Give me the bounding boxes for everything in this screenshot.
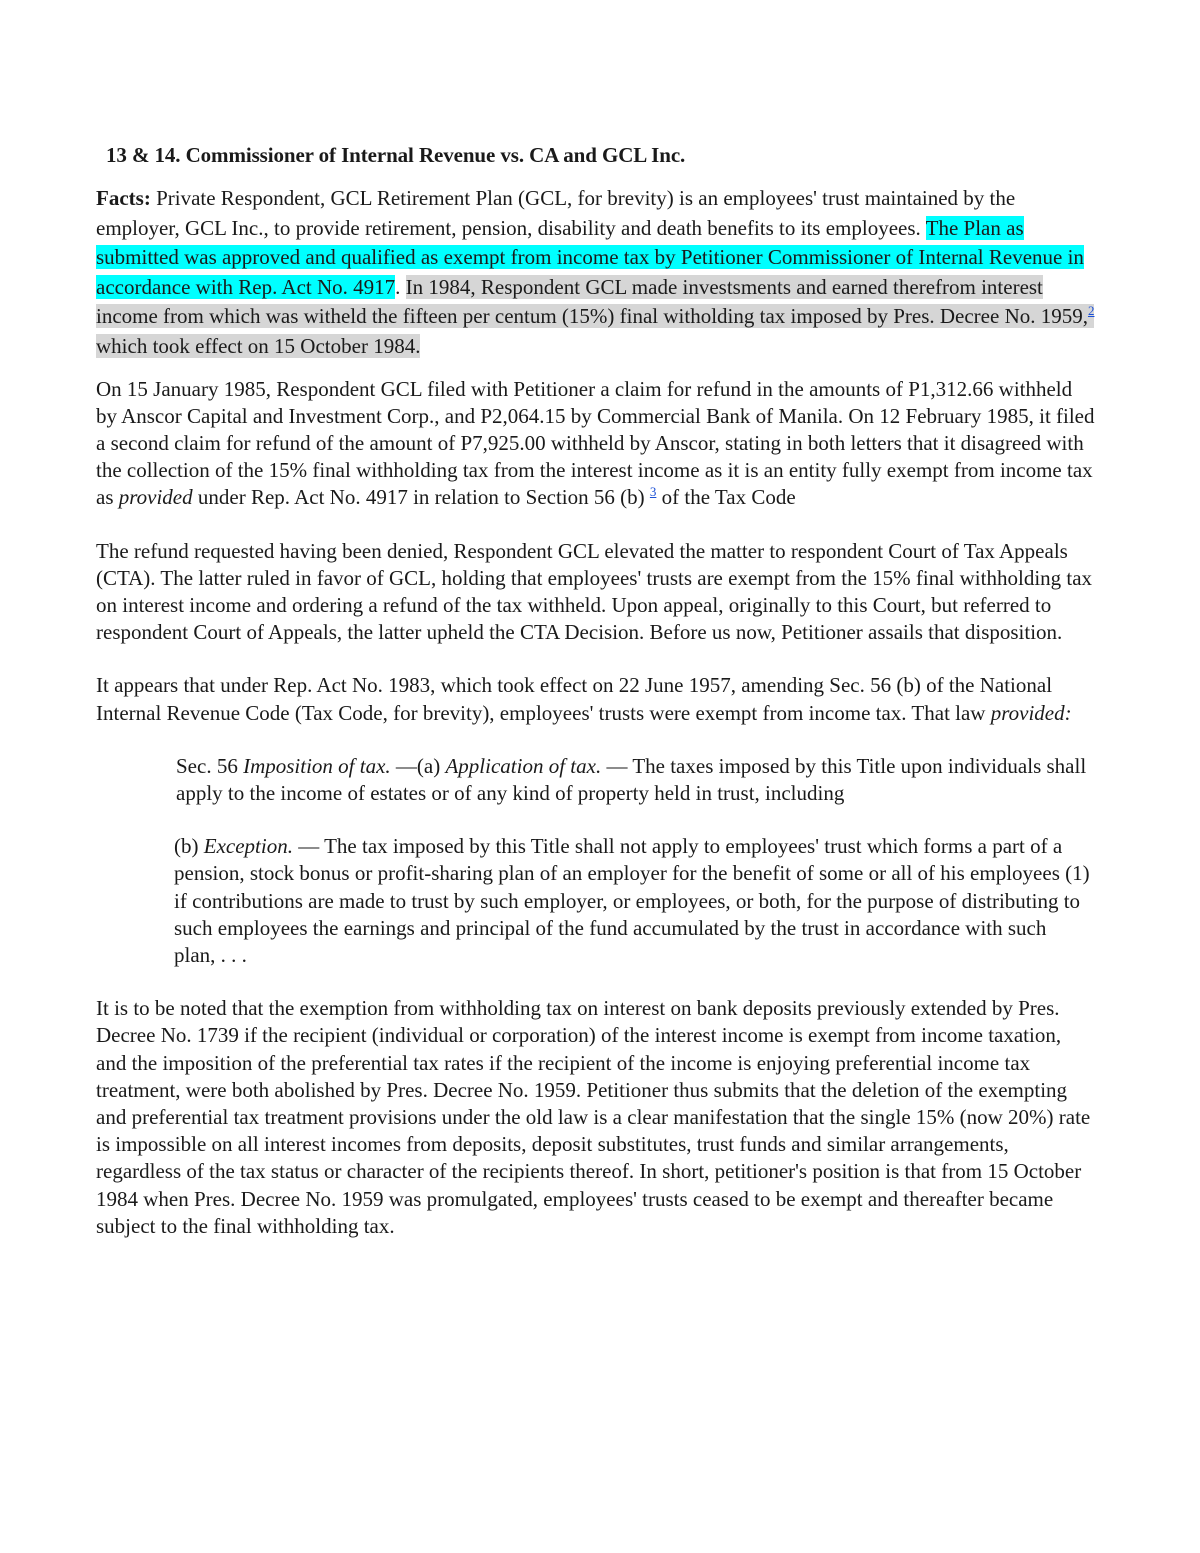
quoted-section-56 bbox=[176, 753, 1096, 807]
claim-paragraph bbox=[96, 376, 1096, 512]
highlighted-text-cyan: The Plan as submitted was approved and qualified as exempt from income tax by Petitioner Commissioner of Internal Revenue in accordance with Rep. Act No. 4917 bbox=[96, 215, 1084, 299]
quote2-c: plan, . . . bbox=[174, 943, 247, 968]
quote2-a: (b) bbox=[174, 834, 204, 859]
law-text: It appears that under Rep. Act No. 1983, which took effect on 22 June 1957, amending Sec. 56 (b) of the National Internal Revenue Code (Tax Code, for brevity), employees' trusts were exempt from income tax. That law bbox=[96, 673, 1053, 725]
claim-text-c: of the Tax Code bbox=[656, 485, 796, 510]
footnote-link-2[interactable]: 2 bbox=[1087, 303, 1095, 319]
quote2-italic: Exception. bbox=[203, 834, 293, 859]
quoted-exception bbox=[174, 833, 1094, 969]
quote1-italic-1: Imposition of tax. bbox=[243, 753, 391, 778]
footnote-link-3[interactable]: 3 bbox=[649, 484, 657, 500]
facts-separator: . bbox=[395, 274, 406, 299]
facts-paragraph bbox=[96, 184, 1096, 362]
quote1-c: — The taxes imposed by this Title upon individuals shall apply to the income of estates or of any kind of property held in trust, including bbox=[176, 753, 1087, 805]
analysis-paragraph: It is to be noted that the exemption from withholding tax on interest on bank deposits previously extended by Pres. Decree No. 1739 if the recipient (individual or corporation) of the interest income is exempt from income taxation, and the imposition of the preferential tax rates if the recipient of the income is enjoying preferential income tax treatment, were both abolished by Pres. Decree No. 1959. Petitioner thus submits that the deletion of the exempting and preferential tax treatment provisions under the old law is a clear manifestation that the single 15% (now 20%) rate is impossible on all interest incomes from deposits, deposit substitutes, trust funds and similar arrangements, regardless of the tax status or character of the recipients thereof. In short, petitioner's position is that from 15 October 1984 when Pres. Decree No. 1959 was promulgated, employees' trusts ceased to be exempt and thereafter became subject to the final withholding tax. bbox=[96, 996, 1091, 1238]
claim-italic: provided bbox=[118, 485, 193, 510]
claim-text-a: On 15 January 1985, Respondent GCL filed with Petitioner a claim for refund in the amounts of P1,312.66 withheld by Anscor Capital and Investment Corp., and P2,064.15 by Commercial Bank of Manila. On 12 February 1985, it filed a second claim for refund of the amount of P7,925.00 withheld by Anscor, stating in both letters that it disagreed with the collection of the 15% final withholding tax from the interest income as it is an entity fully exempt from income tax as bbox=[96, 376, 1095, 510]
law-italic: provided: bbox=[990, 700, 1072, 725]
law-paragraph bbox=[96, 672, 1096, 726]
quote1-b: —(a) bbox=[390, 753, 446, 778]
quote2-b: — The tax imposed by this Title shall not apply to employees' trust which forms a part of a pension, stock bonus or profit-sharing plan of an employer for the benefit of some or all of his employees (1) if contributions are made to trust by such employer, or employees, or both, for the purpose of distributing to such employees the earnings and principal of the fund accumulated by the trust in accordance with such bbox=[174, 834, 1090, 940]
facts-text: Private Respondent, GCL Retirement Plan (GCL, for brevity) is an employees' trust maintained by the employer, GCL Inc., to provide retirement, pension, disability and death benefits to its employees. bbox=[96, 186, 1016, 240]
case-title: 13 & 14. Commissioner of Internal Revenue vs. CA and GCL Inc. bbox=[106, 143, 686, 167]
quote1-italic-2: Application of tax. bbox=[445, 753, 602, 778]
facts-label: Facts: bbox=[96, 186, 151, 210]
claim-text-b: under Rep. Act No. 4917 in relation to Section 56 (b) bbox=[192, 485, 650, 510]
highlighted-text-gray-b: which took effect on 15 October 1984. bbox=[96, 333, 421, 358]
quote1-a: Sec. 56 bbox=[176, 753, 244, 778]
refund-paragraph: The refund requested having been denied, Respondent GCL elevated the matter to respondent Court of Tax Appeals (CTA). The latter ruled in favor of GCL, holding that employees' trusts are exempt from the 15% final withholding tax on interest income and ordering a refund of the tax withheld. Upon appeal, originally to this Court, but referred to respondent Court of Appeals, the latter upheld the CTA Decision. Before us now, Petitioner assails that disposition. bbox=[96, 538, 1093, 645]
highlighted-text-gray-a: In 1984, Respondent GCL made investsments and earned therefrom interest income from which was witheld the fifteen per centum (15%) final witholding tax imposed by Pres. Decree No. 1959, bbox=[96, 274, 1088, 329]
document-page bbox=[96, 140, 1096, 1254]
